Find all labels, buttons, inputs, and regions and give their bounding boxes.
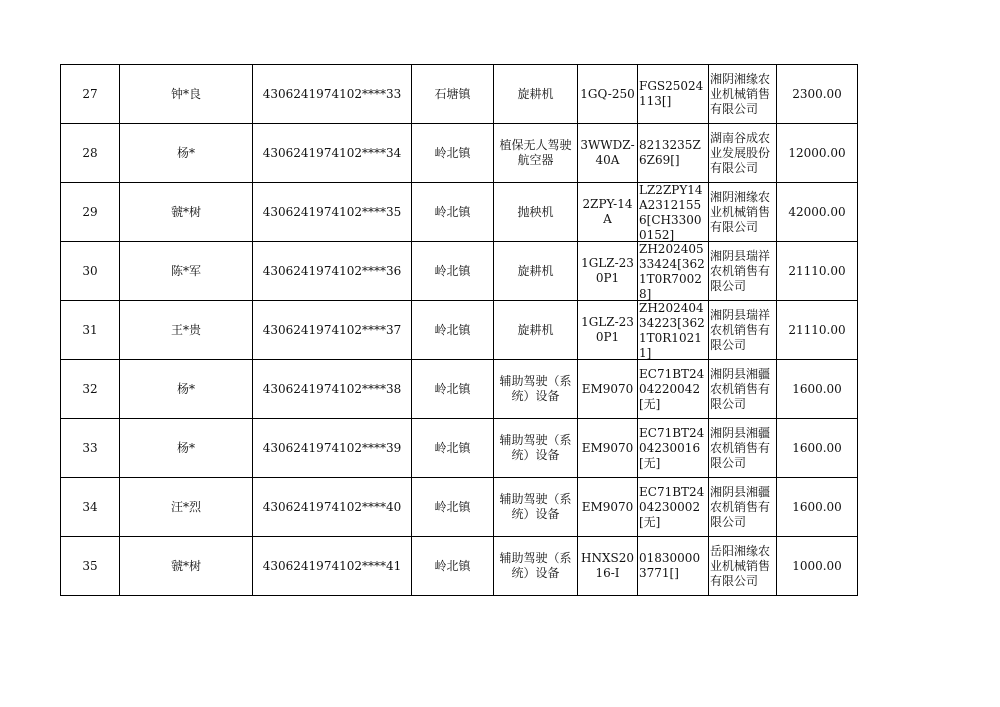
cell-serial-number-text: 018300003771[] [639,551,701,580]
cell-town-text: 岭北镇 [434,381,471,396]
cell-model-text: EM9070 [581,499,634,514]
cell-serial-number [638,301,709,360]
cell-index-text: 34 [82,499,98,514]
cell-machine-type [494,419,578,478]
cell-dealer [709,242,777,301]
cell-amount [777,183,858,242]
cell-machine-type-text: 植保无人驾驶航空器 [499,138,572,167]
cell-town [412,301,494,360]
cell-name-text: 汪*烈 [170,499,201,514]
cell-town-text: 岭北镇 [434,204,471,219]
cell-name [120,124,253,183]
cell-machine-type [494,65,578,124]
cell-town [412,478,494,537]
cell-name [120,242,253,301]
cell-town-text: 岭北镇 [434,145,471,160]
cell-town [412,419,494,478]
table-body [61,65,858,596]
cell-dealer-text: 湘阴县瑞祥农机销售有限公司 [710,307,771,352]
cell-amount-text: 1600.00 [792,381,842,396]
cell-amount [777,242,858,301]
cell-name [120,419,253,478]
cell-amount-text: 12000.00 [788,145,846,160]
cell-id-number [253,242,412,301]
cell-dealer [709,537,777,596]
cell-amount [777,124,858,183]
cell-amount [777,360,858,419]
cell-amount [777,301,858,360]
cell-name-text: 钟*良 [170,86,201,101]
cell-id-number [253,124,412,183]
cell-dealer-text: 湘阴湘缘农业机械销售有限公司 [710,71,771,116]
cell-serial-number [638,183,709,242]
cell-model [578,124,638,183]
cell-serial-number [638,65,709,124]
cell-model [578,360,638,419]
cell-dealer [709,419,777,478]
cell-model-text: HNXS2016-I [581,551,634,580]
cell-name [120,537,253,596]
cell-model [578,301,638,360]
cell-name-text: 杨* [176,381,195,396]
subsidy-table [60,64,858,596]
cell-index [61,301,120,360]
cell-index-text: 32 [82,381,98,396]
cell-id-number-text: 4306241974102****33 [262,86,402,101]
cell-id-number [253,419,412,478]
cell-amount-text: 42000.00 [788,204,846,219]
cell-town [412,360,494,419]
cell-model-text: 1GLZ-230P1 [581,256,634,285]
cell-id-number [253,65,412,124]
cell-id-number [253,360,412,419]
cell-town [412,242,494,301]
cell-machine-type [494,537,578,596]
cell-index [61,65,120,124]
cell-dealer-text: 湘阴县湘疆农机销售有限公司 [710,425,771,470]
cell-model [578,242,638,301]
cell-name [120,360,253,419]
cell-index-text: 29 [82,204,98,219]
cell-serial-number [638,478,709,537]
cell-model [578,65,638,124]
cell-model [578,478,638,537]
table-row [61,360,858,419]
cell-serial-number [638,360,709,419]
cell-amount-text: 21110.00 [788,322,846,337]
cell-machine-type-text: 旋耕机 [517,263,554,278]
cell-machine-type [494,124,578,183]
cell-name-text: 杨* [176,145,195,160]
cell-model [578,183,638,242]
cell-machine-type-text: 辅助驾驶（系统）设备 [499,433,572,462]
cell-index [61,419,120,478]
cell-index [61,360,120,419]
cell-dealer-text: 湘阴县湘疆农机销售有限公司 [710,484,771,529]
cell-serial-number [638,242,709,301]
cell-dealer [709,65,777,124]
cell-machine-type [494,478,578,537]
cell-index [61,242,120,301]
cell-dealer [709,183,777,242]
cell-machine-type-text: 旋耕机 [517,322,554,337]
cell-serial-number-text: ZH20240533424[3621T0R70028] [639,242,705,300]
cell-serial-number-text: EC71BT2404230016[无] [639,425,705,470]
cell-name-text: 虢*树 [170,204,201,219]
cell-machine-type [494,301,578,360]
cell-serial-number-text: 8213235Z6Z69[] [639,138,701,167]
table-row [61,242,858,301]
cell-dealer-text: 湘阴县湘疆农机销售有限公司 [710,366,771,411]
cell-machine-type [494,183,578,242]
cell-town-text: 岭北镇 [434,440,471,455]
cell-index [61,183,120,242]
cell-model-text: 2ZPY-14A [582,197,633,226]
cell-index [61,124,120,183]
cell-serial-number-text: EC71BT2404230002[无] [639,484,705,529]
cell-town [412,537,494,596]
cell-name-text: 陈*军 [170,263,201,278]
cell-machine-type-text: 旋耕机 [517,86,554,101]
cell-id-number-text: 4306241974102****36 [262,263,402,278]
cell-model-text: EM9070 [581,381,634,396]
table-row [61,478,858,537]
cell-town [412,183,494,242]
cell-amount [777,478,858,537]
cell-name [120,301,253,360]
cell-serial-number-text: LZ2ZPY14A23121556[CH33000152] [639,183,703,241]
table-row [61,301,858,360]
cell-town [412,65,494,124]
cell-machine-type-text: 辅助驾驶（系统）设备 [499,551,572,580]
cell-machine-type-text: 辅助驾驶（系统）设备 [499,492,572,521]
cell-amount-text: 1600.00 [792,499,842,514]
cell-town-text: 岭北镇 [434,499,471,514]
cell-serial-number [638,419,709,478]
cell-index [61,537,120,596]
cell-town-text: 石塘镇 [434,86,471,101]
cell-name-text: 虢*树 [170,558,201,573]
cell-name-text: 杨* [176,440,195,455]
cell-serial-number-text: ZH20240434223[3621T0R10211] [639,301,705,359]
cell-dealer [709,478,777,537]
cell-amount [777,65,858,124]
cell-dealer [709,301,777,360]
cell-index-text: 35 [82,558,98,573]
cell-serial-number-text: EC71BT2404220042[无] [639,366,705,411]
cell-id-number [253,301,412,360]
cell-town-text: 岭北镇 [434,263,471,278]
cell-amount [777,419,858,478]
cell-index-text: 28 [82,145,98,160]
cell-id-number-text: 4306241974102****35 [262,204,402,219]
cell-id-number-text: 4306241974102****40 [262,499,402,514]
cell-amount-text: 1600.00 [792,440,842,455]
cell-model-text: 1GLZ-230P1 [581,315,634,344]
cell-serial-number [638,124,709,183]
cell-town-text: 岭北镇 [434,558,471,573]
cell-amount-text: 1000.00 [792,558,842,573]
cell-index-text: 31 [82,322,98,337]
cell-id-number-text: 4306241974102****38 [262,381,402,396]
cell-index-text: 33 [82,440,98,455]
cell-id-number-text: 4306241974102****34 [262,145,402,160]
table-row [61,124,858,183]
cell-name-text: 王*贵 [170,322,201,337]
table-row [61,65,858,124]
cell-index-text: 30 [82,263,98,278]
cell-town-text: 岭北镇 [434,322,471,337]
cell-id-number-text: 4306241974102****41 [262,558,402,573]
cell-id-number [253,537,412,596]
cell-id-number [253,183,412,242]
cell-machine-type [494,242,578,301]
cell-machine-type-text: 抛秧机 [517,204,554,219]
cell-dealer-text: 湖南谷成农业发展股份有限公司 [710,130,771,175]
cell-index [61,478,120,537]
cell-name [120,183,253,242]
cell-dealer [709,124,777,183]
cell-dealer-text: 岳阳湘缘农业机械销售有限公司 [710,543,771,588]
cell-amount [777,537,858,596]
cell-machine-type [494,360,578,419]
table-row [61,419,858,478]
cell-id-number [253,478,412,537]
table-row [61,183,858,242]
cell-dealer-text: 湘阴湘缘农业机械销售有限公司 [710,189,771,234]
cell-id-number-text: 4306241974102****37 [262,322,402,337]
cell-dealer [709,360,777,419]
cell-model [578,537,638,596]
cell-dealer-text: 湘阴县瑞祥农机销售有限公司 [710,248,771,293]
cell-model [578,419,638,478]
cell-model-text: 1GQ-250 [580,86,635,101]
cell-town [412,124,494,183]
table-row [61,537,858,596]
cell-serial-number [638,537,709,596]
cell-index-text: 27 [82,86,98,101]
cell-id-number-text: 4306241974102****39 [262,440,402,455]
cell-model-text: EM9070 [581,440,634,455]
cell-serial-number-text: FGS25024113[] [639,79,704,108]
cell-machine-type-text: 辅助驾驶（系统）设备 [499,374,572,403]
cell-amount-text: 2300.00 [792,86,842,101]
cell-amount-text: 21110.00 [788,263,846,278]
cell-name [120,478,253,537]
cell-model-text: 3WWDZ-40A [580,138,635,167]
cell-name [120,65,253,124]
